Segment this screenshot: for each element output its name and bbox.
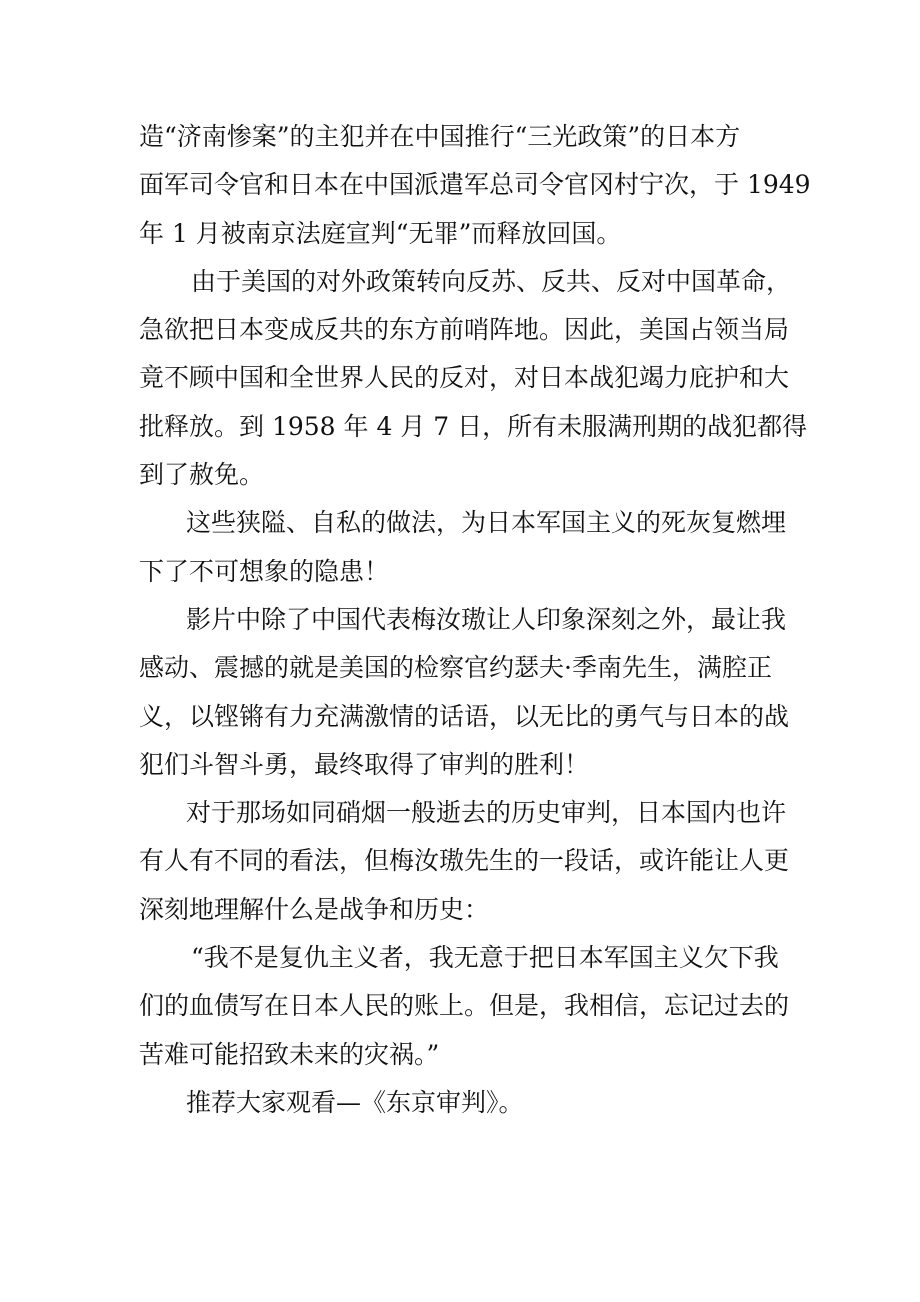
text-line: 面军司令官和日本在中国派遣军总司令官冈村宁次，于 1949 [139,170,811,200]
text-line: 感动、震撼的就是美国的检察官约瑟夫·季南先生，满腔正 [139,653,772,683]
paragraph [139,1079,789,1127]
text-line: 造“济南惨案”的主犯并在中国推行“三光政策”的日本方 [139,122,741,151]
text-line: 到了赦免。 [139,460,265,490]
text-line: 犯们斗智斗勇，最终取得了审判的胜利！ [139,749,590,779]
text-line: 义，以铿锵有力充满激情的话语，以无比的勇气与日本的战 [139,701,790,731]
text-line: 年 1 月被南京法庭宣判“无罪”而释放回国。 [139,218,622,248]
paragraph [139,596,789,789]
quote-paragraph [139,934,789,1079]
text-line: 影片中除了中国代表梅汝璈让人印象深刻之外，最让我 [186,604,787,634]
text-line: 推荐大家观看—《东京审判》。 [186,1087,524,1117]
text-line: 苦难可能招致未来的灾祸。” [139,1039,440,1069]
text-line: “我不是复仇主义者，我无意于把日本军国主义欠下我 [191,943,779,973]
paragraph [139,789,789,934]
text-line: 对于那场如同硝烟一般逝去的历史审判，日本国内也许 [186,798,787,828]
text-line: 急欲把日本变成反共的东方前哨阵地。因此，美国占领当局 [139,315,790,345]
paragraph [139,258,808,499]
text-line: 下了不可想象的隐患！ [139,556,390,586]
text-line: 这些狭隘、自私的做法，为日本军国主义的死灰复燃埋 [186,508,787,538]
text-line: 竟不顾中国和全世界人民的反对，对日本战犯竭力庇护和大 [139,363,790,393]
text-line: 有人有不同的看法，但梅汝璈先生的一段话，或许能让人更 [139,846,790,876]
document-body [139,113,811,1127]
paragraph [139,499,789,596]
text-line: 批释放。到 1958 年 4 月 7 日，所有未服满刑期的战犯都得 [139,411,808,441]
paragraph [139,113,811,258]
text-line: 由于美国的对外政策转向反苏、反共、反对中国革命， [191,266,792,296]
text-line: 深刻地理解什么是战争和历史： [139,894,490,924]
text-line: 们的血债写在日本人民的账上。但是，我相信，忘记过去的 [139,991,790,1021]
